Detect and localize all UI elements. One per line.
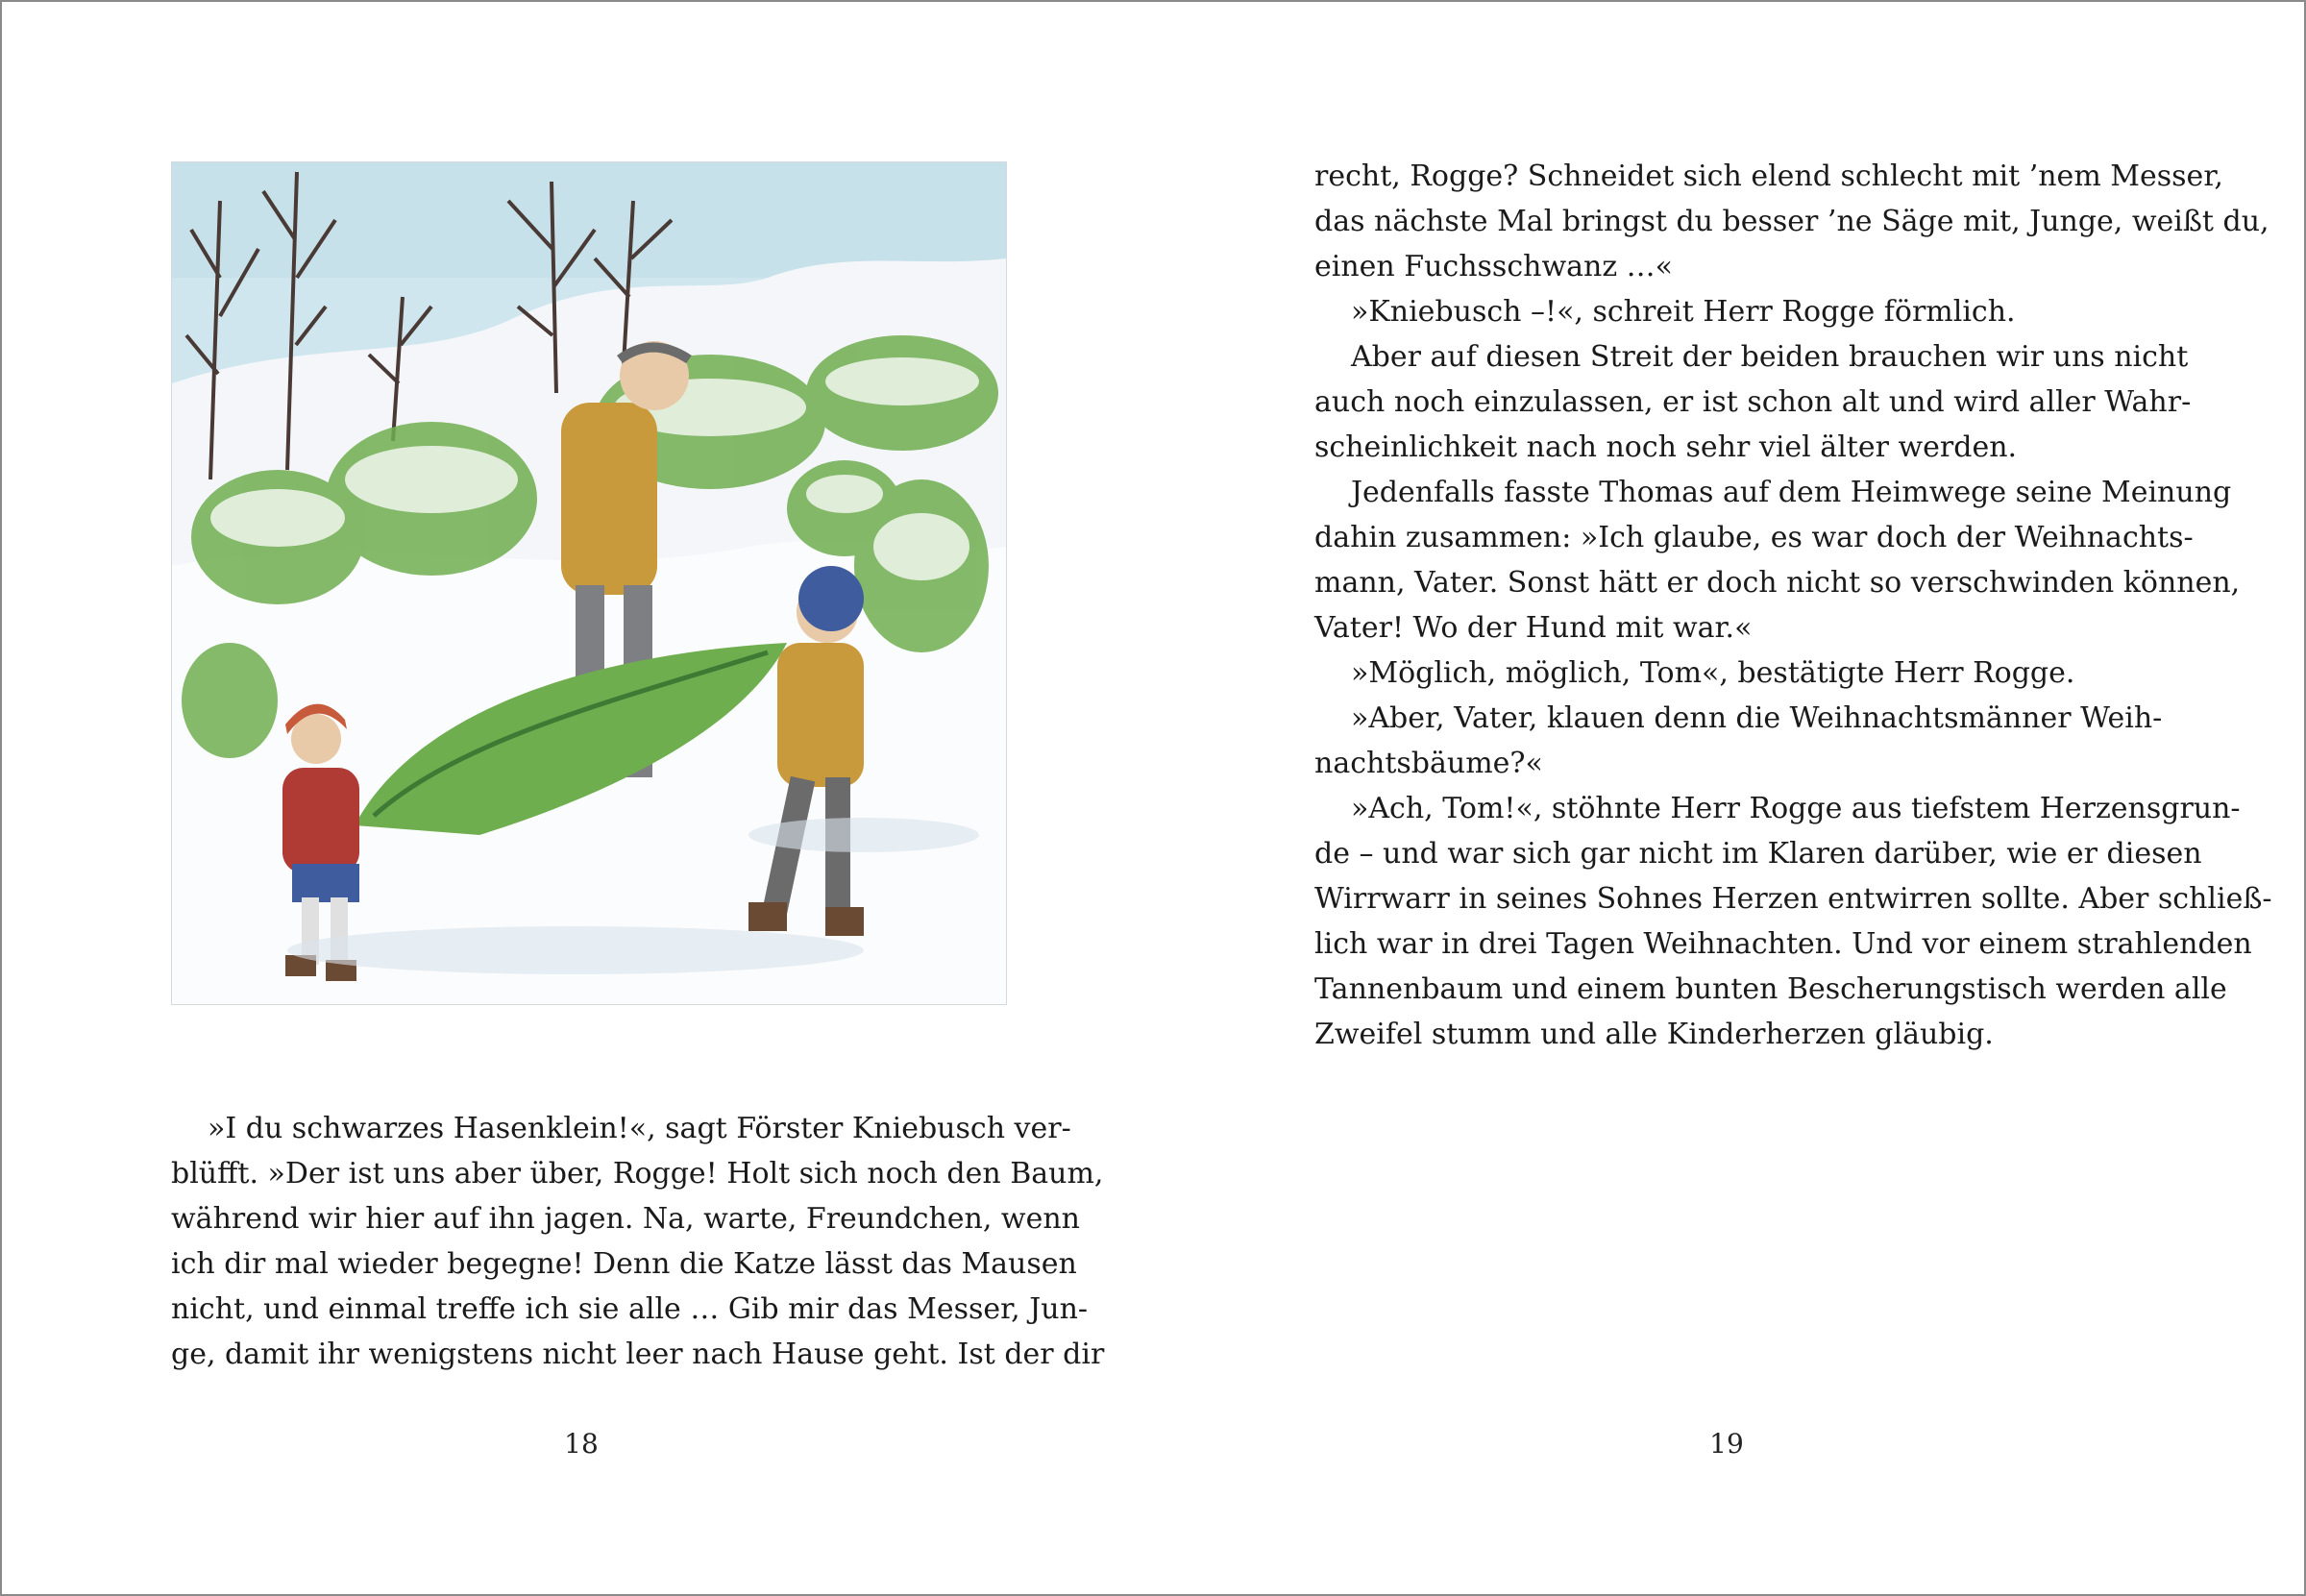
text-line: scheinlichkeit nach noch sehr viel älter werden. — [1314, 430, 2018, 464]
text-line: das nächste Mal bringst du besser ’ne Säge mit, Junge, weißt du, — [1314, 205, 2269, 238]
text-line: Tannenbaum und einem bunten Bescherungstisch werden alle — [1314, 972, 2227, 1006]
text-line: »Möglich, möglich, Tom«, bestätigte Herr Rogge. — [1351, 656, 2075, 690]
text-line: »I du schwarzes Hasenklein!«, sagt Förster Kniebusch ver- — [208, 1112, 1071, 1145]
text-line: Vater! Wo der Hund mit war.« — [1314, 611, 1753, 645]
text-line: auch noch einzulassen, er ist schon alt und wird aller Wahr- — [1314, 385, 2192, 419]
page-number-right: 19 — [1709, 1428, 1744, 1460]
text-line: nachtsbäume?« — [1314, 747, 1543, 780]
right-page-text — [1314, 154, 2272, 1057]
text-line: »Kniebusch –!«, schreit Herr Rogge förmlich. — [1351, 295, 2016, 329]
text-line: mann, Vater. Sonst hätt er doch nicht so verschwinden können, — [1314, 566, 2241, 600]
text-line: nicht, und einmal treffe ich sie alle … Gib mir das Messer, Jun- — [171, 1292, 1089, 1326]
text-line: dahin zusammen: »Ich glaube, es war doch der Weihnachts- — [1314, 521, 2194, 554]
text-line: ich dir mal wieder begegne! Denn die Katze lässt das Mausen — [171, 1247, 1077, 1281]
text-line: während wir hier auf ihn jagen. Na, warte, Freundchen, wenn — [171, 1202, 1080, 1236]
winter-illustration — [171, 161, 1007, 1005]
page-number-left: 18 — [564, 1428, 599, 1460]
left-page-text — [171, 1106, 1105, 1377]
text-line: »Aber, Vater, klauen denn die Weihnachtsmänner Weih- — [1351, 701, 2163, 735]
text-line: blüfft. »Der ist uns aber über, Rogge! Holt sich noch den Baum, — [171, 1157, 1104, 1191]
text-line: »Ach, Tom!«, stöhnte Herr Rogge aus tiefstem Herzensgrun- — [1351, 792, 2241, 825]
text-line: lich war in drei Tagen Weihnachten. Und vor einem strahlenden — [1314, 927, 2252, 961]
text-line: recht, Rogge? Schneidet sich elend schlecht mit ’nem Messer, — [1314, 160, 2223, 193]
text-line: Zweifel stumm und alle Kinderherzen gläubig. — [1314, 1018, 1994, 1051]
illustration-drawing — [172, 162, 1006, 1004]
text-line: einen Fuchsschwanz …« — [1314, 250, 1674, 283]
text-line: Jedenfalls fasste Thomas auf dem Heimwege seine Meinung — [1351, 476, 2232, 509]
text-line: ge, damit ihr wenigstens nicht leer nach Hause geht. Ist der dir — [171, 1338, 1105, 1371]
text-line: Aber auf diesen Streit der beiden brauchen wir uns nicht — [1351, 340, 2189, 374]
text-line: de – und war sich gar nicht im Klaren darüber, wie er diesen — [1314, 837, 2202, 871]
text-line: Wirrwarr in seines Sohnes Herzen entwirren sollte. Aber schließ- — [1314, 882, 2272, 916]
